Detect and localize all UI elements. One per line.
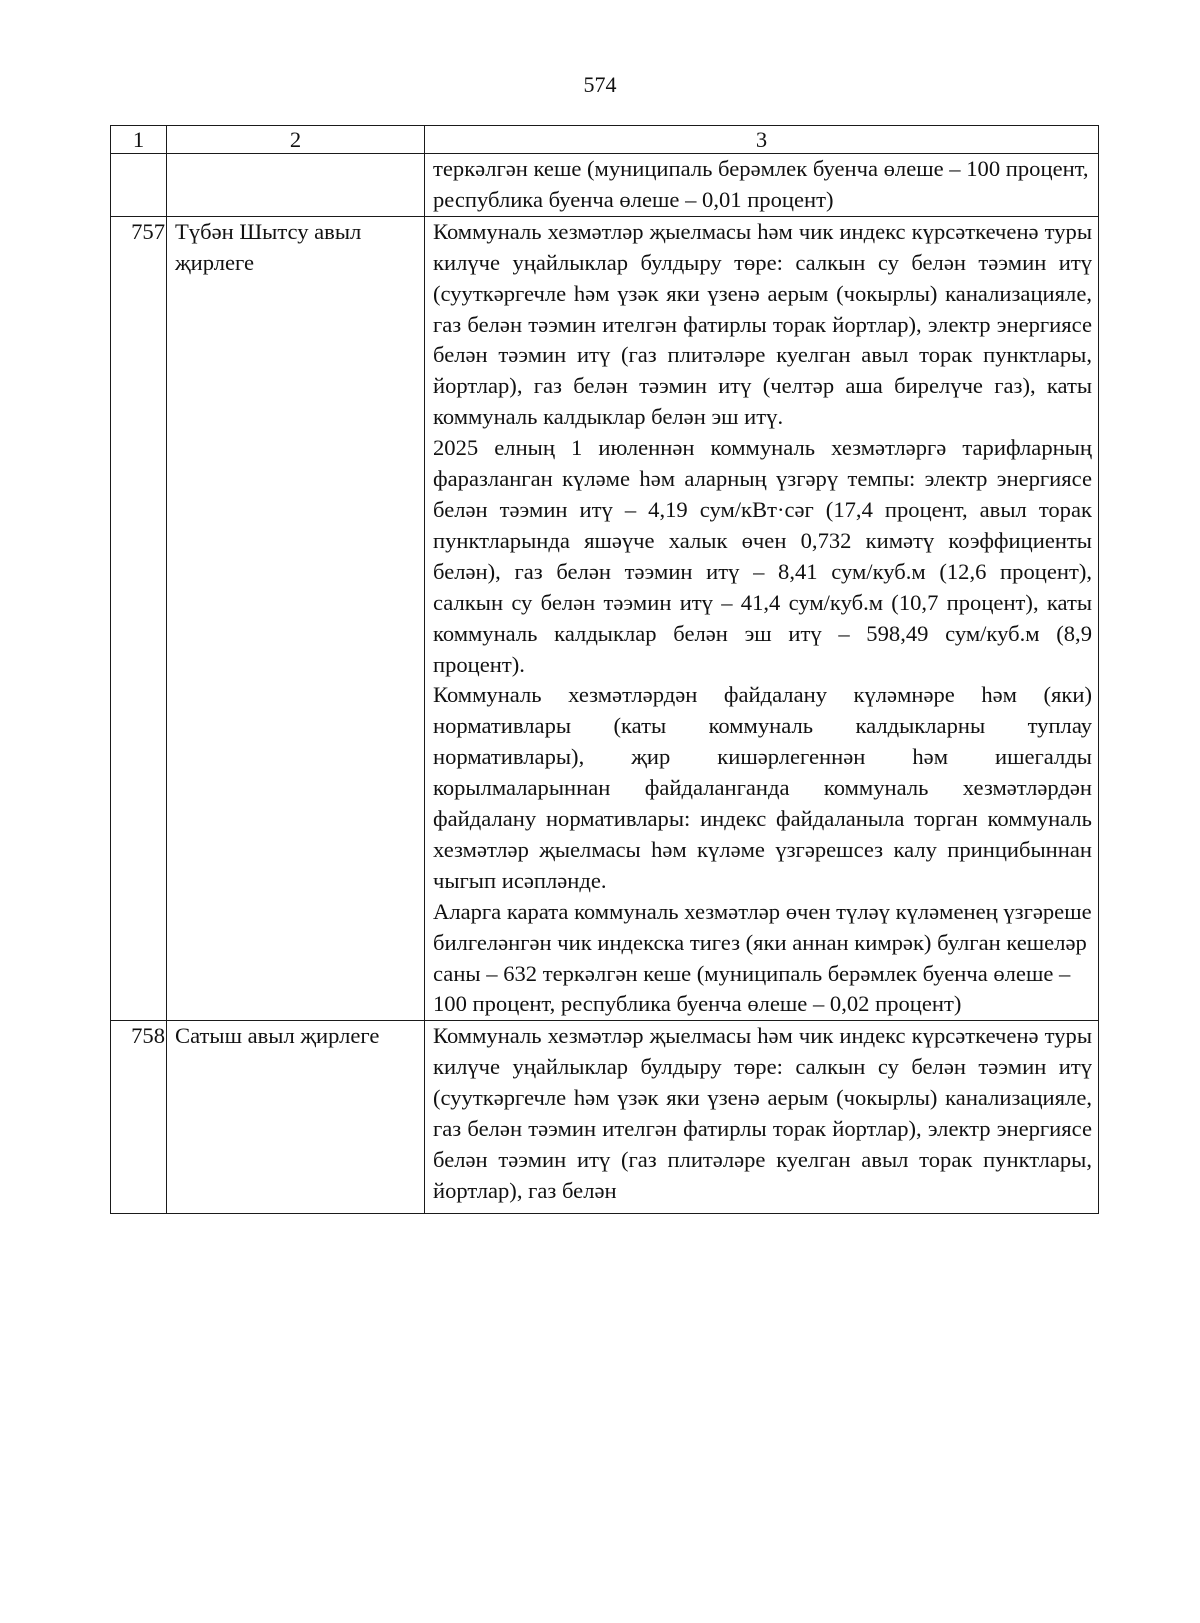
row-number: 758 [111, 1021, 167, 1214]
row-description [425, 1021, 1099, 1214]
description-paragraph: теркәлгән кеше (муниципаль берәмлек буенча өлеше – 100 процент, республика буенча өлеше – 0,01 процент) [433, 156, 1089, 212]
table-row [111, 154, 1099, 217]
row-number [111, 154, 167, 217]
description-paragraph: Аларга карата коммуналь хезмәтләр өчен түләү күләменең үзгәреше билгеләнгән чик индекска тигез (яки аннан кимрәк) булган кешеләр саны – 632 теркәлгән кеше (муниципаль берәмлек буенча өлеше – 100 процент, республика буенча өлеше – 0,02 процент) [433, 898, 1092, 1017]
column-header-2: 2 [167, 126, 425, 154]
description-clip [433, 1021, 1092, 1213]
description-paragraph: Коммуналь хезмәтләрдән файдалану күләмнәре һәм (яки) нормативлары (каты коммуналь калдыкларны туплау нормативлары), җир кишәрлегеннән һәм ишегалды корылмаларыннан файдаланганда коммуналь хезмәтләрдән файдалану нормативлары: индекс файдаланыла торган коммуналь хезмәтләр җыелмасы һәм күләме үзгәрешсез калу принцибыннан чыгып исәпләнде. [433, 682, 1092, 893]
table-row [111, 1021, 1099, 1214]
column-header-1: 1 [111, 126, 167, 154]
page-number: 574 [583, 72, 617, 97]
tariff-table [110, 125, 1099, 1214]
row-number: 757 [111, 216, 167, 1021]
column-header-3: 3 [425, 126, 1099, 154]
description-paragraph: 2025 елның 1 июленнән коммуналь хезмәтләргә тарифларның фаразланган күләме һәм аларның үзгәрү темпы: электр энергиясе белән тәэмин итү – 4,19 сум/кВт·сәг (17,4 процент, авыл торак пунктларында яшәүче халык өчен 0,732 кимәтү коэффициенты белән), газ белән тәэмин итү – 8,41 сум/куб.м (12,6 процент), салкын су белән тәэмин итү – 41,4 сум/куб.м (10,7 процент), каты коммуналь калдыклар белән эш итү – 598,49 сум/куб.м (8,9 процент). [433, 435, 1092, 677]
row-description [425, 216, 1099, 1021]
settlement-name: Түбән Шытсу авыл җирлеге [167, 216, 425, 1021]
settlement-name: Сатыш авыл җирлеге [167, 1021, 425, 1214]
table-row [111, 216, 1099, 1021]
table-header [111, 126, 1099, 154]
description-paragraph: Коммуналь хезмәтләр җыелмасы һәм чик индекс күрсәткеченә туры килүче уңайлыклар булдыру төре: салкын су белән тәэмин итү (сууткәргечле һәм үзәк яки үзенә аерым (чокырлы) канализацияле, газ белән тәэмин ителгән фатирлы торак йортлар), электр энергиясе белән тәэмин итү (газ плитәләре куелган авыл торак пунктлары, йортлар), газ белән тәэмин итү (челтәр аша бирелүче газ), каты коммуналь калдыклар белән эш итү. [433, 218, 1092, 430]
header-row [111, 126, 1099, 154]
row-description [425, 154, 1099, 217]
description-paragraph: Коммуналь хезмәтләр җыелмасы һәм чик индекс күрсәткеченә туры килүче уңайлыклар булдыру төре: салкын су белән тәэмин итү (сууткәргечле һәм үзәк яки үзенә аерым (чокырлы) канализацияле, газ белән тәэмин ителгән фатирлы торак йортлар), электр энергиясе белән тәэмин итү (газ плитәләре куелган авыл торак пунктлары, йортлар), газ белән [433, 1023, 1092, 1203]
settlement-name [167, 154, 425, 217]
